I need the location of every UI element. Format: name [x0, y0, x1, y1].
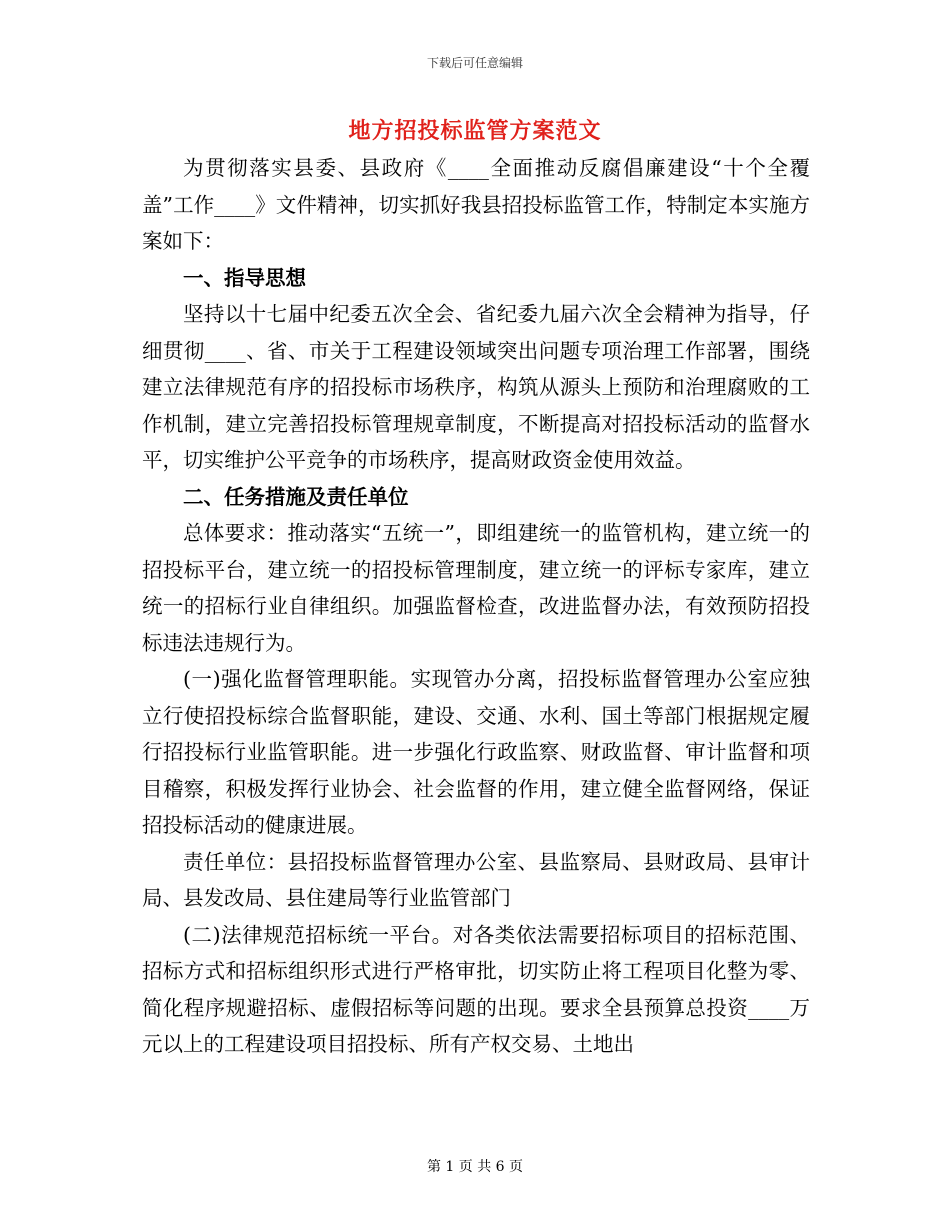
document-body	[142, 150, 810, 1063]
document-title: 地方招投标监管方案范文	[348, 118, 602, 144]
paragraph-intro: 为贯彻落实县委、县政府《____全面推动反腐倡廉建设“十个全覆盖”工作____》文件精神，切实抓好我县招投标监管工作，特制定本实施方案如下：	[142, 156, 810, 253]
paragraph-guiding-thought: 坚持以十七届中纪委五次全会、省纪委九届六次全会精神为指导，仔细贯彻____、省、市关于工程建设领域突出问题专项治理工作部署，围绕建立法律规范有序的招投标市场秩序，构筑从源头上预防和治理腐败的工作机制，建立完善招投标管理规章制度，不断提高对招投标活动的监督水平，切实维护公平竞争的市场秩序，提高财政资金使用效益。	[142, 302, 810, 472]
section-heading-guiding-thought: 一、指导思想	[183, 265, 306, 290]
section-heading-tasks: 二、任务措施及责任单位	[183, 484, 409, 509]
paragraph-general-requirements: 总体要求：推动落实“五统一”，即组建统一的监管机构，建立统一的招投标平台，建立统一的招投标管理制度，建立统一的评标专家库，建立统一的招标行业自律组织。加强监督检查，改进监督办法，有效预防招投标违法违规行为。	[142, 521, 810, 655]
paragraph-item-2: (二)法律规范招标统一平台。对各类依法需要招标项目的招标范围、招标方式和招标组织形式进行严格审批，切实防止将工程项目化整为零、简化程序规避招标、虚假招标等问题的出现。要求全县预算总投资____万元以上的工程建设项目招投标、所有产权交易、土地出	[142, 922, 810, 1056]
paragraph-item-1: (一)强化监督管理职能。实现管办分离，招投标监督管理办公室应独立行使招投标综合监督职能，建设、交通、水利、国土等部门根据规定履行招投标行业监管职能。进一步强化行政监察、财政监督、审计监督和项目稽察，积极发挥行业协会、社会监督的作用，建立健全监督网络，保证招投标活动的健康进展。	[142, 667, 810, 837]
header-note: 下载后可任意编辑	[426, 56, 523, 70]
paragraph-responsible-units: 责任单位：县招投标监督管理办公室、县监察局、县财政局、县审计局、县发改局、县住建局等行业监管部门	[142, 849, 810, 910]
page-number: 第 1 页 共 6 页	[426, 1159, 524, 1175]
